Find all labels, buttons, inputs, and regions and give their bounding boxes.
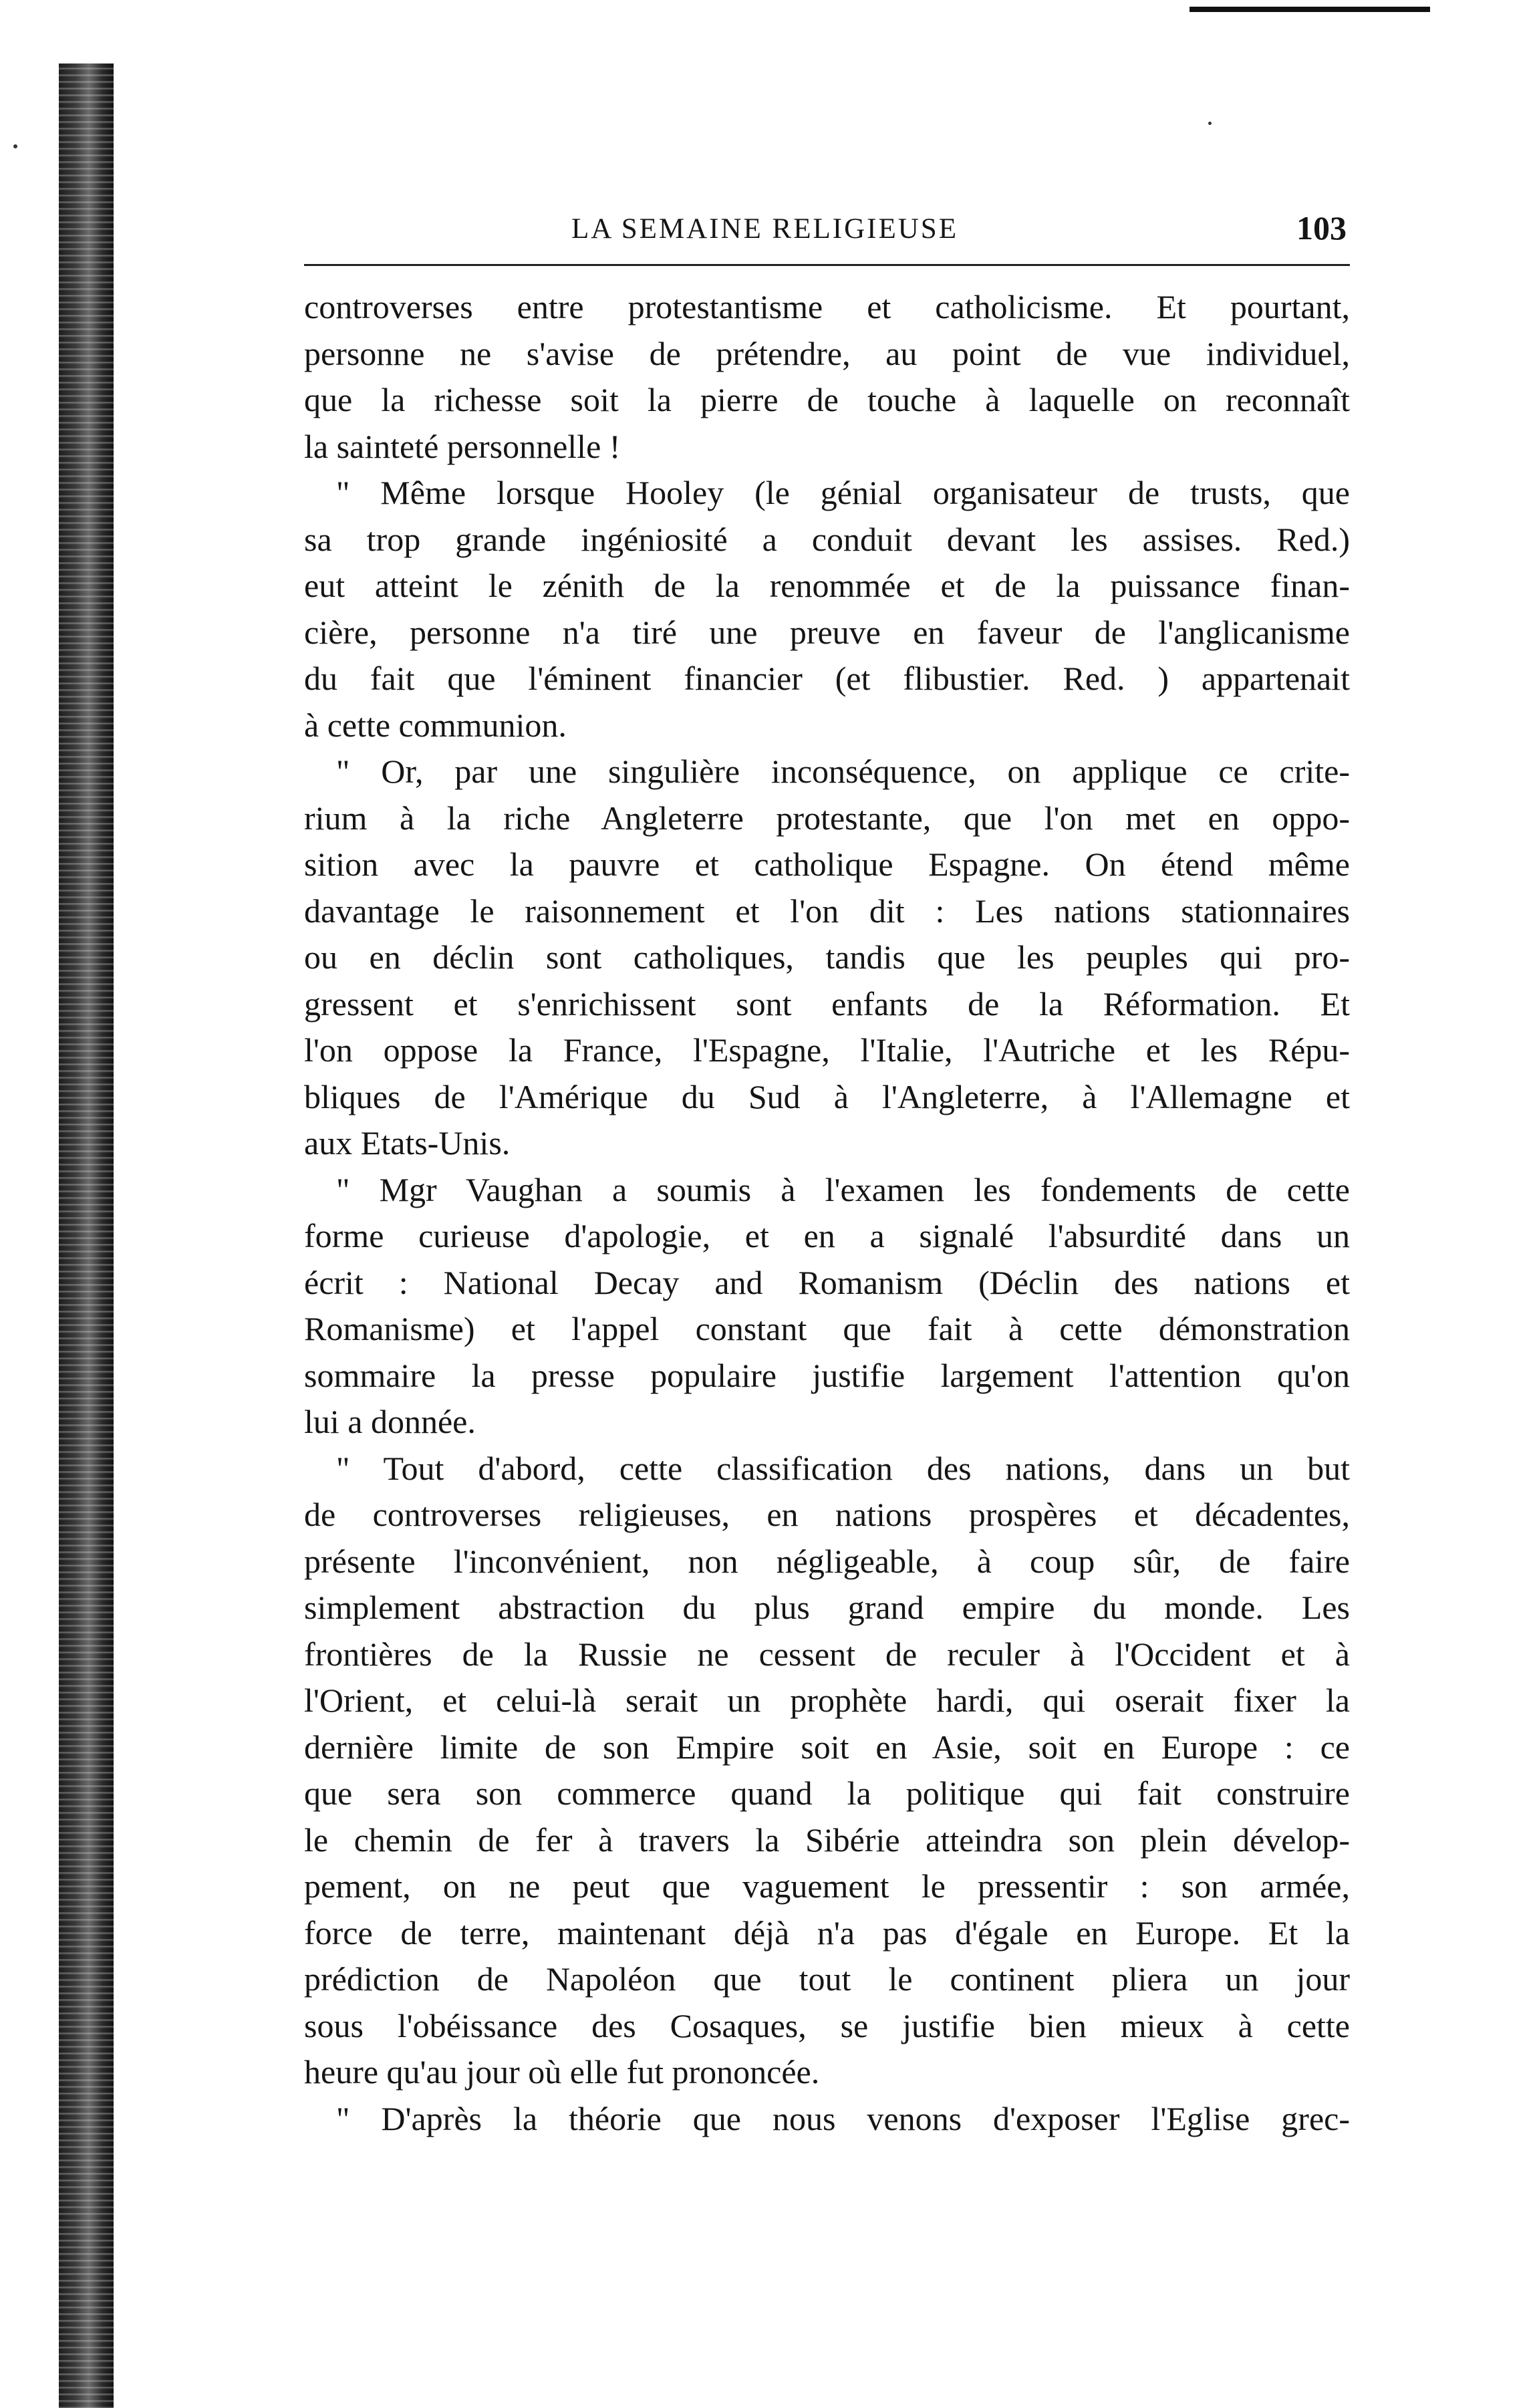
stray-mark	[13, 144, 17, 148]
text-line: de controverses religieuses, en nations prospères et décadentes,	[304, 1496, 1350, 1533]
text-line: " Mgr Vaughan a soumis à l'examen les fondements de cette	[336, 1170, 1350, 1208]
text-line: eut atteint le zénith de la renommée et de la puissance finan-	[304, 567, 1350, 604]
text-line: cière, personne n'a tiré une preuve en faveur de l'anglicanisme	[304, 613, 1350, 651]
text-line: prédiction de Napoléon que tout le continent pliera un jour	[304, 1960, 1350, 1998]
body-text	[304, 284, 1350, 2142]
text-line: l'Orient, et celui-là serait un prophète hardi, qui oserait fixer la	[304, 1682, 1350, 1719]
text-line: ou en déclin sont catholiques, tandis que les peuples qui pro-	[304, 938, 1350, 976]
text-line: " Or, par une singulière inconséquence, on applique ce crite-	[336, 753, 1350, 790]
text-line: à cette communion.	[304, 706, 567, 744]
page-number: 103	[1296, 209, 1347, 247]
text-line: forme curieuse d'apologie, et en a signalé l'absurdité dans un	[304, 1217, 1350, 1254]
text-line: " Même lorsque Hooley (le génial organisateur de trusts, que	[336, 474, 1350, 511]
text-line: sa trop grande ingéniosité a conduit devant les assises. Red.)	[304, 520, 1350, 558]
text-line: rium à la riche Angleterre protestante, que l'on met en oppo-	[304, 799, 1350, 837]
text-line: force de terre, maintenant déjà n'a pas d'égale en Europe. Et la	[304, 1913, 1350, 1952]
text-line: sition avec la pauvre et catholique Espagne. On étend même	[304, 845, 1350, 883]
text-line: davantage le raisonnement et l'on dit : Les nations stationnaires	[304, 892, 1350, 930]
text-line: aux Etats-Unis.	[304, 1124, 511, 1162]
text-line: heure qu'au jour où elle fut prononcée.	[304, 2053, 820, 2091]
text-line: Romanisme) et l'appel constant que fait à cette démonstration	[304, 1310, 1350, 1347]
text-line: sous l'obéissance des Cosaques, se justifie bien mieux à cette	[304, 2006, 1350, 2044]
text-line: la sainteté personnelle !	[304, 427, 621, 465]
text-line: bliques de l'Amérique du Sud à l'Angleterre, à l'Allemagne et	[304, 1077, 1350, 1115]
text-line: " Tout d'abord, cette classification des nations, dans un but	[336, 1449, 1350, 1487]
stray-mark	[1208, 122, 1212, 125]
text-line: du fait que l'éminent financier (et flibustier. Red. ) appartenait	[304, 660, 1350, 697]
text-line: simplement abstraction du plus grand empire du monde. Les	[304, 1589, 1350, 1626]
text-line: l'on oppose la France, l'Espagne, l'Italie, l'Autriche et les Répu-	[304, 1031, 1350, 1069]
text-line: controverses entre protestantisme et catholicisme. Et pourtant,	[304, 288, 1350, 325]
text-line: pement, on ne peut que vaguement le pressentir : son armée,	[304, 1867, 1350, 1905]
binding-edge	[59, 63, 114, 2408]
text-line: que la richesse soit la pierre de touche à laquelle on reconnaît	[304, 381, 1350, 418]
text-line: dernière limite de son Empire soit en Asie, soit en Europe : ce	[304, 1728, 1350, 1766]
text-line: " D'après la théorie que nous venons d'exposer l'Eglise grec-	[336, 2099, 1350, 2137]
text-line: gressent et s'enrichissent sont enfants de la Réformation. Et	[304, 984, 1350, 1023]
text-line: sommaire la presse populaire justifie largement l'attention qu'on	[304, 1356, 1350, 1394]
running-title: LA SEMAINE RELIGIEUSE	[571, 213, 958, 245]
text-line: lui a donnée.	[304, 1403, 476, 1440]
top-rule	[1190, 7, 1430, 12]
text-line: présente l'inconvénient, non négligeable, à coup sûr, de faire	[304, 1542, 1350, 1580]
running-head	[304, 209, 1347, 259]
text-line: que sera son commerce quand la politique qui fait construire	[304, 1774, 1350, 1812]
text-line: le chemin de fer à travers la Sibérie atteindra son plein dévelop-	[304, 1821, 1350, 1859]
text-line: écrit : National Decay and Romanism (Déclin des nations et	[304, 1263, 1350, 1301]
text-line: personne ne s'avise de prétendre, au point de vue individuel,	[304, 334, 1350, 372]
header-rule	[304, 264, 1350, 266]
text-line: frontières de la Russie ne cessent de reculer à l'Occident et à	[304, 1635, 1350, 1673]
